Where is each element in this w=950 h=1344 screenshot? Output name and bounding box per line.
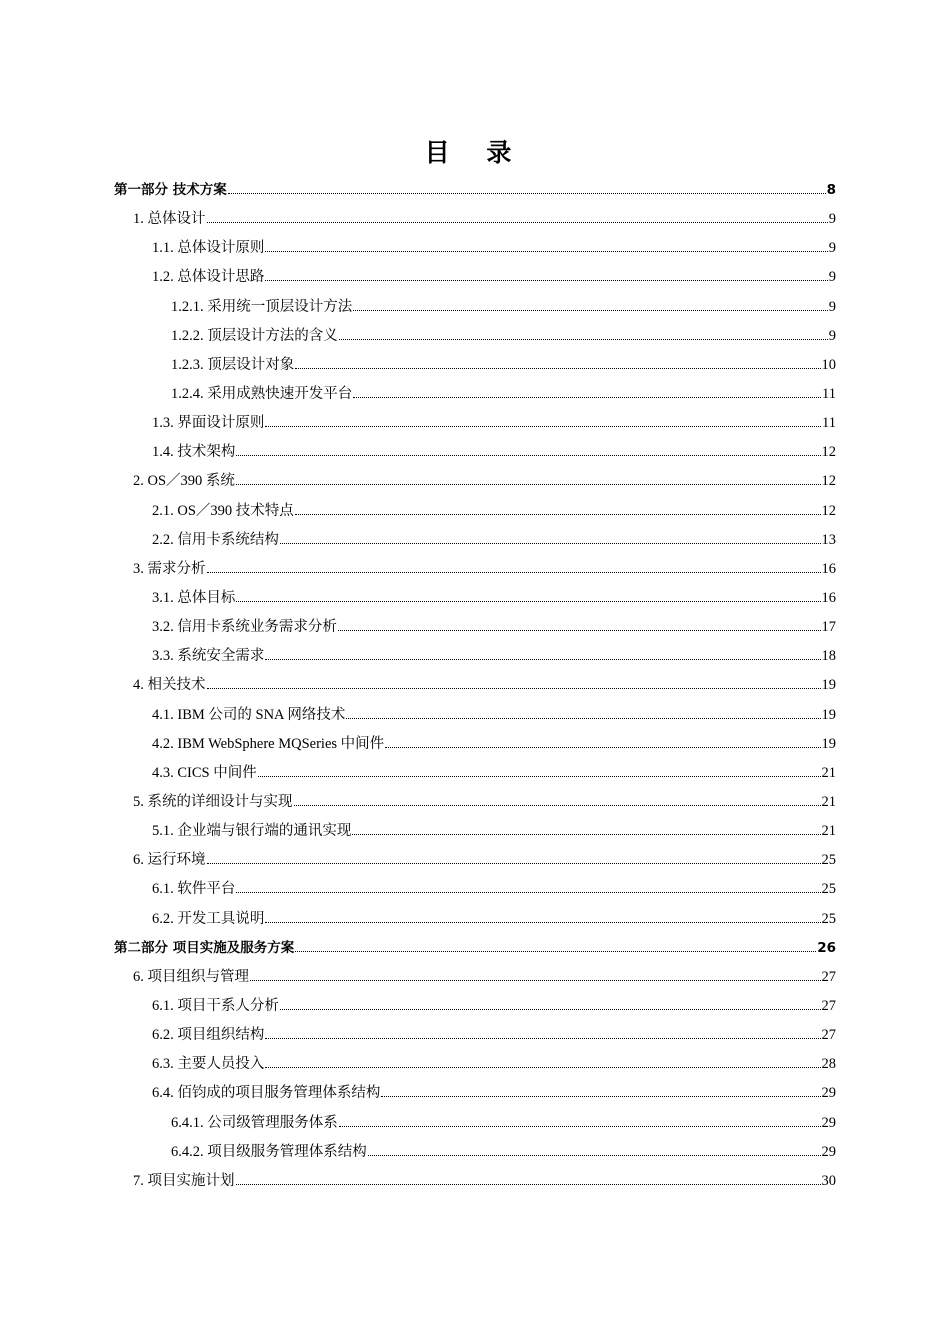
toc-entry[interactable] — [114, 701, 836, 730]
toc-entry-label: 6.3. 主要人员投入 — [152, 1056, 265, 1073]
toc-entry-label: 6. 项目组织与管理 — [133, 968, 249, 985]
toc-dot-leader — [338, 620, 821, 631]
toc-entry-page-number: 25 — [821, 852, 836, 869]
toc-entry-label: 3. 需求分析 — [133, 560, 206, 577]
toc-entry[interactable] — [114, 1050, 836, 1079]
toc-entry-label: 第二部分 项目实施及服务方案 — [114, 939, 295, 956]
toc-entry-label: 1.2.1. 采用统一顶层设计方法 — [171, 298, 353, 315]
toc-dot-leader — [236, 445, 820, 456]
toc-entry-page-number: 9 — [828, 240, 836, 257]
toc-entry[interactable] — [114, 263, 836, 292]
toc-entry-page-number: 17 — [821, 619, 836, 636]
toc-entry-page-number: 27 — [821, 968, 836, 985]
toc-entry[interactable] — [114, 497, 836, 526]
toc-entry-page-number: 27 — [821, 997, 836, 1014]
toc-dot-leader — [207, 562, 821, 573]
toc-entry[interactable] — [114, 875, 836, 904]
toc-dot-leader — [265, 1028, 820, 1039]
toc-entry-label: 3.3. 系统安全需求 — [152, 648, 265, 665]
toc-dot-leader — [250, 970, 821, 981]
toc-dot-leader — [236, 474, 821, 485]
toc-entry-label: 6. 运行环境 — [133, 852, 206, 869]
toc-entry-label: 1.4. 技术架构 — [152, 444, 236, 461]
toc-entry[interactable] — [114, 1109, 836, 1138]
toc-entry[interactable] — [114, 584, 836, 613]
toc-entry-page-number: 11 — [822, 385, 836, 402]
toc-entry-label: 4.1. IBM 公司的 SNA 网络技术 — [152, 706, 346, 723]
toc-entry-page-number: 21 — [821, 823, 836, 840]
toc-entry-page-number: 10 — [821, 356, 836, 373]
toc-entry-page-number: 30 — [821, 1172, 836, 1189]
toc-dot-leader — [258, 766, 821, 777]
toc-dot-leader — [295, 941, 816, 952]
toc-entry[interactable] — [114, 846, 836, 875]
toc-dot-leader — [280, 533, 821, 544]
toc-entry-page-number: 12 — [821, 444, 836, 461]
toc-entry-page-number: 28 — [821, 1056, 836, 1073]
toc-dot-leader — [265, 270, 827, 281]
toc-entry-page-number: 26 — [817, 939, 836, 956]
toc-entry[interactable] — [114, 992, 836, 1021]
toc-entry[interactable] — [114, 730, 836, 759]
toc-entry[interactable] — [114, 1079, 836, 1108]
toc-entry[interactable] — [114, 438, 836, 467]
toc-entry-label: 4.2. IBM WebSphere MQSeries 中间件 — [152, 735, 385, 752]
toc-entry[interactable] — [114, 526, 836, 555]
toc-entry[interactable] — [114, 1021, 836, 1050]
toc-entry-label: 1.2.4. 采用成熟快速开发平台 — [171, 385, 353, 402]
toc-entry[interactable] — [114, 671, 836, 700]
toc-entry[interactable] — [114, 322, 836, 351]
toc-entry-page-number: 25 — [821, 881, 836, 898]
toc-entry-page-number: 19 — [821, 677, 836, 694]
toc-entry[interactable] — [114, 963, 836, 992]
table-of-contents — [114, 176, 836, 1196]
toc-entry-page-number: 13 — [821, 531, 836, 548]
toc-entry-label: 2.2. 信用卡系统结构 — [152, 531, 279, 548]
toc-entry[interactable] — [114, 613, 836, 642]
toc-dot-leader — [353, 300, 828, 311]
toc-entry[interactable] — [114, 905, 836, 934]
toc-entry[interactable] — [114, 759, 836, 788]
toc-entry-label: 6.4.1. 公司级管理服务体系 — [171, 1114, 338, 1131]
toc-entry[interactable] — [114, 351, 836, 380]
toc-entry-label: 7. 项目实施计划 — [133, 1172, 235, 1189]
toc-entry-page-number: 19 — [821, 735, 836, 752]
toc-dot-leader — [207, 212, 828, 223]
toc-dot-leader — [265, 912, 820, 923]
toc-entry[interactable] — [114, 176, 836, 205]
toc-dot-leader — [295, 504, 821, 515]
toc-entry[interactable] — [114, 555, 836, 584]
toc-entry-label: 6.2. 开发工具说明 — [152, 910, 265, 927]
toc-entry-page-number: 29 — [821, 1085, 836, 1102]
toc-dot-leader — [295, 358, 820, 369]
toc-dot-leader — [294, 795, 821, 806]
toc-entry-label: 1.2.2. 顶层设计方法的含义 — [171, 327, 338, 344]
toc-entry[interactable] — [114, 817, 836, 846]
toc-dot-leader — [265, 416, 821, 427]
toc-entry-label: 1.2. 总体设计思路 — [152, 269, 265, 286]
toc-entry-label: 2. OS／390 系统 — [133, 473, 235, 490]
toc-entry-label: 1. 总体设计 — [133, 211, 206, 228]
toc-entry[interactable] — [114, 934, 836, 963]
toc-entry-page-number: 9 — [828, 298, 836, 315]
toc-dot-leader — [265, 241, 827, 252]
toc-entry-label: 1.1. 总体设计原则 — [152, 240, 265, 257]
toc-dot-leader — [381, 1086, 820, 1097]
toc-entry-label: 4.3. CICS 中间件 — [152, 764, 257, 781]
toc-entry-page-number: 16 — [821, 560, 836, 577]
toc-entry-page-number: 21 — [821, 764, 836, 781]
toc-entry-label: 1.3. 界面设计原则 — [152, 415, 265, 432]
toc-entry-page-number: 21 — [821, 793, 836, 810]
toc-entry-label: 2.1. OS／390 技术特点 — [152, 502, 294, 519]
toc-entry[interactable] — [114, 788, 836, 817]
toc-dot-leader — [339, 1116, 821, 1127]
toc-dot-leader — [207, 853, 821, 864]
toc-entry-label: 6.1. 项目干系人分析 — [152, 997, 279, 1014]
toc-entry-page-number: 18 — [821, 648, 836, 665]
toc-entry-page-number: 9 — [828, 269, 836, 286]
toc-entry-label: 6.4. 佰钧成的项目服务管理体系结构 — [152, 1085, 381, 1102]
toc-entry-page-number: 12 — [821, 502, 836, 519]
toc-entry-label: 5. 系统的详细设计与实现 — [133, 793, 293, 810]
toc-entry-label: 4. 相关技术 — [133, 677, 206, 694]
toc-dot-leader — [236, 882, 820, 893]
toc-dot-leader — [228, 183, 826, 194]
toc-entry[interactable] — [114, 1167, 836, 1196]
toc-entry-label: 1.2.3. 顶层设计对象 — [171, 356, 295, 373]
toc-entry-label: 3.2. 信用卡系统业务需求分析 — [152, 619, 337, 636]
toc-entry[interactable] — [114, 642, 836, 671]
toc-entry-page-number: 27 — [821, 1027, 836, 1044]
toc-dot-leader — [236, 591, 820, 602]
toc-dot-leader — [353, 387, 821, 398]
toc-entry-label: 5.1. 企业端与银行端的通讯实现 — [152, 823, 352, 840]
toc-dot-leader — [265, 649, 820, 660]
toc-dot-leader — [368, 1145, 821, 1156]
toc-entry-page-number: 9 — [828, 211, 836, 228]
toc-dot-leader — [207, 678, 821, 689]
toc-entry-label: 6.1. 软件平台 — [152, 881, 236, 898]
toc-entry-page-number: 11 — [822, 415, 836, 432]
toc-entry-page-number: 8 — [826, 182, 836, 198]
toc-dot-leader — [236, 1174, 821, 1185]
toc-entry[interactable] — [114, 467, 836, 496]
toc-dot-leader — [280, 999, 821, 1010]
toc-entry-label: 6.4.2. 项目级服务管理体系结构 — [171, 1143, 367, 1160]
toc-dot-leader — [265, 1057, 820, 1068]
toc-entry-page-number: 16 — [821, 589, 836, 606]
toc-title: 目 录 — [424, 138, 526, 167]
toc-entry[interactable] — [114, 293, 836, 322]
toc-entry-label: 第一部分 技术方案 — [114, 182, 227, 198]
toc-entry-page-number: 25 — [821, 910, 836, 927]
toc-entry[interactable] — [114, 234, 836, 263]
toc-entry[interactable] — [114, 205, 836, 234]
toc-dot-leader — [385, 737, 820, 748]
toc-entry[interactable] — [114, 409, 836, 438]
toc-entry-label: 6.2. 项目组织结构 — [152, 1027, 265, 1044]
toc-entry[interactable] — [114, 380, 836, 409]
toc-entry-page-number: 29 — [821, 1114, 836, 1131]
toc-entry-page-number: 9 — [828, 327, 836, 344]
toc-dot-leader — [352, 824, 820, 835]
toc-entry-label: 3.1. 总体目标 — [152, 589, 236, 606]
toc-entry-page-number: 12 — [821, 473, 836, 490]
toc-dot-leader — [346, 708, 820, 719]
toc-entry-page-number: 19 — [821, 706, 836, 723]
toc-entry[interactable] — [114, 1138, 836, 1167]
toc-entry-page-number: 29 — [821, 1143, 836, 1160]
toc-dot-leader — [339, 329, 828, 340]
